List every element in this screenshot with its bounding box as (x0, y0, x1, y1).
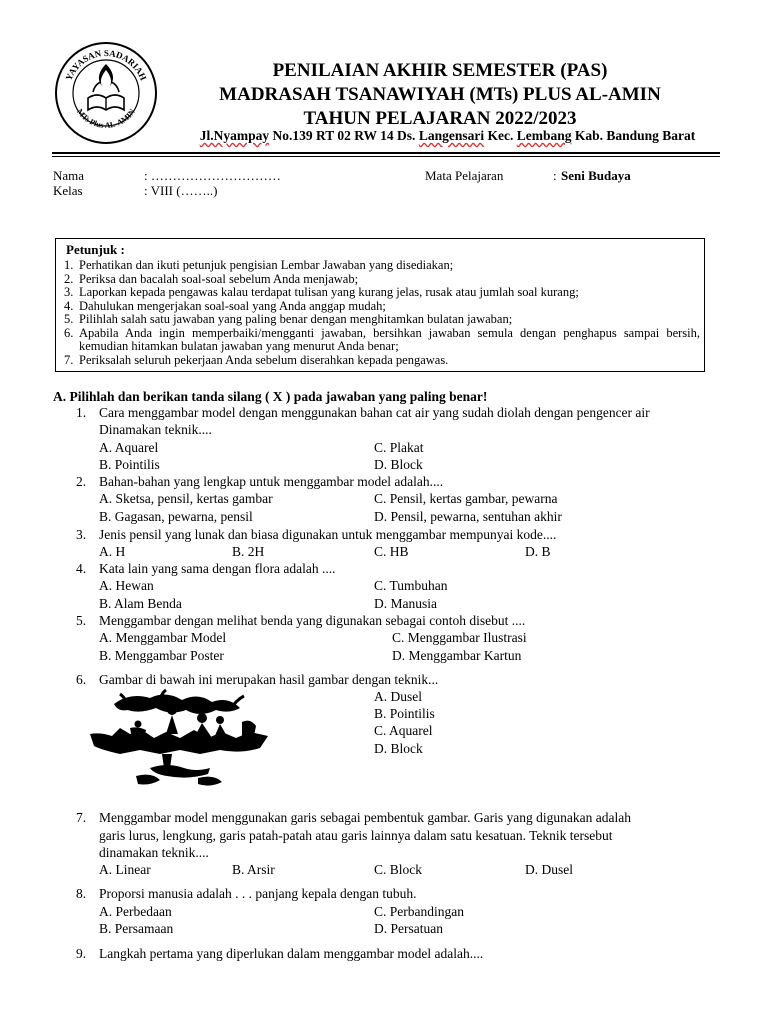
question-text: Dinamakan teknik.... (99, 422, 212, 437)
question-text: Langkah pertama yang diperlukan dalam menggambar model adalah.... (99, 946, 484, 961)
instructions-list (64, 259, 700, 367)
option-a[interactable]: A. Perbedaan (99, 904, 172, 919)
option-d[interactable]: D. Manusia (374, 596, 437, 611)
question-text: Menggambar model menggunakan garis sebagai pembentuk gambar. Garis yang digunakan adalah (99, 810, 631, 825)
class-label: Kelas (53, 183, 83, 198)
instruction-item: 5. Pilihlah salah satu jawaban yang paling benar dengan menghitamkan bulatan jawaban; (64, 312, 513, 326)
instruction-item: 1. Perhatikan dan ikuti petunjuk pengisian Lembar Jawaban yang disediakan; (64, 258, 454, 272)
option-c[interactable]: C. Perbandingan (374, 904, 464, 919)
question-text: Jenis pensil yang lunak dan biasa digunakan untuk menggambar mempunyai kode.... (99, 527, 557, 542)
instruction-item: 2. Periksa dan bacalah soal-soal sebelum Anda menjawab; (64, 271, 359, 286)
option-b[interactable]: B. 2H (232, 544, 265, 559)
logo-bottom-text: MTs Plus AL-AMIN (75, 107, 137, 130)
option-c[interactable]: C. Pensil, kertas gambar, pewarna (374, 491, 558, 506)
option-a[interactable]: A. Dusel (374, 689, 422, 704)
option-d[interactable]: D. Dusel (525, 862, 573, 877)
instruction-item: 7. Periksalah seluruh pekerjaan Anda sebelum diserahkan kepada pengawas. (64, 352, 449, 367)
option-c[interactable]: C. Menggambar Ilustrasi (392, 630, 527, 645)
option-c[interactable]: C. HB (374, 544, 409, 559)
name-label: Nama (53, 168, 85, 183)
option-b[interactable]: B. Menggambar Poster (99, 648, 224, 663)
option-b[interactable]: B. Arsir (232, 862, 275, 877)
option-b[interactable]: B. Pointilis (374, 706, 435, 721)
option-b[interactable]: B. Alam Benda (99, 596, 182, 611)
subject-colon: : (553, 168, 557, 183)
question-text: Gambar di bawah ini merupakan hasil gambar dengan teknik... (99, 672, 439, 687)
option-b[interactable]: B. Persamaan (99, 921, 174, 936)
option-a[interactable]: A. Hewan (99, 578, 154, 593)
option-d[interactable]: D. B (525, 544, 551, 559)
option-d[interactable]: D. Block (374, 457, 423, 472)
option-b[interactable]: B. Gagasan, pewarna, pensil (99, 509, 253, 524)
option-a[interactable]: A. H (99, 544, 126, 559)
header-divider-thin (52, 156, 720, 157)
question-text: Proporsi manusia adalah . . . panjang kepala dengan tubuh. (99, 886, 417, 901)
option-d[interactable]: D. Persatuan (374, 921, 443, 936)
option-d[interactable]: D. Pensil, pewarna, sentuhan akhir (374, 509, 562, 524)
subject-label: Mata Pelajaran (425, 168, 504, 183)
option-a[interactable]: A. Menggambar Model (99, 630, 227, 645)
class-field[interactable]: : VIII (……..) (144, 183, 218, 198)
header-divider (52, 152, 720, 154)
question-text: Cara menggambar model dengan menggunakan bahan cat air yang sudah diolah dengan pengencer air (99, 405, 650, 420)
question-text: garis lurus, lengkung, garis patah-patah atau garis lainnya dalam satu kesatuan. Teknik tersebut (99, 828, 613, 843)
option-c[interactable]: C. Aquarel (374, 723, 433, 738)
option-a[interactable]: A. Linear (99, 862, 151, 877)
school-logo (53, 40, 159, 146)
question-text: Bahan-bahan yang lengkap untuk menggambar model adalah.... (99, 474, 444, 489)
option-d[interactable]: D. Menggambar Kartun (392, 648, 522, 663)
instruction-item: 6. Apabila Anda ingin memperbaiki/mengganti jawaban, bersihkan jawaban semula dengan penghapus sampai bersih, kemudian hitamkan bulatan jawaban yang menurut Anda benar; (64, 325, 700, 353)
option-d[interactable]: D. Block (374, 741, 423, 756)
option-a[interactable]: A. Sketsa, pensil, kertas gambar (99, 491, 273, 506)
name-field[interactable]: : ………………………… (144, 168, 281, 183)
instructions-box (55, 238, 705, 372)
exam-title: PENILAIAN AKHIR SEMESTER (PAS) (272, 60, 608, 81)
silhouette-block-print-image (90, 688, 268, 790)
instruction-item: 4. Dahulukan mengerjakan soal-soal yang Anda anggap mudah; (64, 298, 386, 313)
subject-value: Seni Budaya (561, 168, 631, 183)
option-c[interactable]: C. Plakat (374, 440, 424, 455)
school-address: Jl.Nyampay No.139 RT 02 RW 14 Ds. Langensari Kec. Lembang Kab. Bandung Barat (199, 128, 696, 143)
instructions-title: Petunjuk : (66, 242, 125, 257)
option-b[interactable]: B. Pointilis (99, 457, 160, 472)
academic-year: TAHUN PELAJARAN 2022/2023 (303, 108, 577, 129)
option-c[interactable]: C. Block (374, 862, 423, 877)
instruction-item: 3. Laporkan kepada pengawas kalau terdapat tulisan yang kurang jelas, rusak atau jumlah soal kurang; (64, 285, 579, 299)
question-text: Menggambar dengan melihat benda yang digunakan sebagai contoh disebut .... (99, 613, 526, 628)
option-a[interactable]: A. Aquarel (99, 440, 159, 455)
section-a-title: A. Pilihlah dan berikan tanda silang ( X ) pada jawaban yang paling benar! (53, 389, 488, 404)
question-text: Kata lain yang sama dengan flora adalah .... (99, 561, 336, 576)
question-text: dinamakan teknik.... (99, 845, 209, 860)
logo-top-text: YAYASAN SADARIAH (63, 47, 149, 82)
option-c[interactable]: C. Tumbuhan (374, 578, 448, 593)
school-name: MADRASAH TSANAWIYAH (MTs) PLUS AL-AMIN (219, 84, 661, 105)
